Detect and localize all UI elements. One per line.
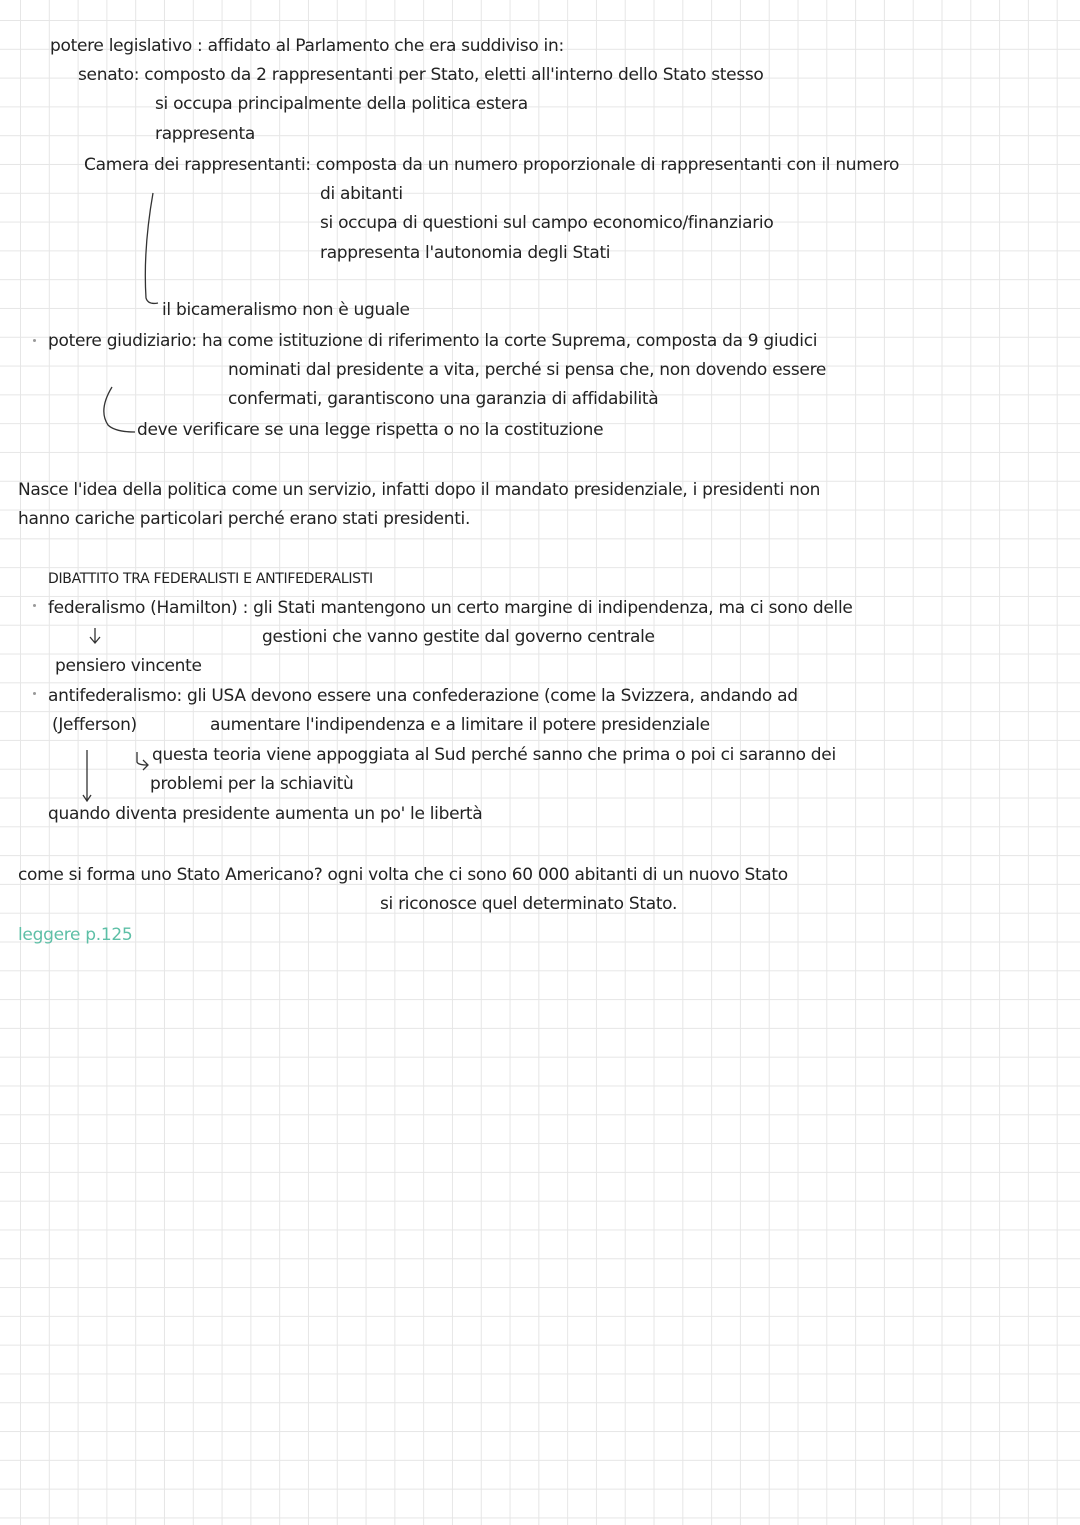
note-line: potere giudiziario: ha come istituzione di riferimento la corte Suprema, composta da 9 giudici (48, 331, 818, 351)
reading-reminder: leggere p.125 (18, 925, 133, 945)
note-line: il bicameralismo non è uguale (162, 300, 410, 320)
note-line: quando diventa presidente aumenta un po' le libertà (48, 804, 483, 824)
note-line: si occupa di questioni sul campo economico/finanziario (320, 213, 774, 233)
note-line: Camera dei rappresentanti: composta da un numero proporzionale di rappresentanti con il numero (84, 155, 900, 175)
bullet (33, 692, 36, 695)
note-line: hanno cariche particolari perché erano stati presidenti. (18, 509, 471, 529)
note-line: federalismo (Hamilton) : gli Stati mantengono un certo margine di indipendenza, ma ci sono delle (48, 598, 853, 618)
note-line: come si forma uno Stato Americano? ogni volta che ci sono 60 000 abitanti di un nuovo Stato (18, 865, 788, 885)
note-line: deve verificare se una legge rispetta o no la costituzione (137, 420, 604, 440)
bullet (33, 604, 36, 607)
note-line: confermati, garantiscono una garanzia di affidabilità (228, 389, 659, 409)
note-line: problemi per la schiavitù (150, 774, 354, 794)
note-line: questa teoria viene appoggiata al Sud perché sanno che prima o poi ci saranno dei (152, 745, 836, 765)
note-line: aumentare l'indipendenza e a limitare il potere presidenziale (210, 715, 710, 735)
note-line: Nasce l'idea della politica come un servizio, infatti dopo il mandato presidenziale, i presidenti non (18, 480, 821, 500)
note-line: si riconosce quel determinato Stato. (380, 894, 678, 914)
note-line: pensiero vincente (55, 656, 202, 676)
section-heading: DIBATTITO TRA FEDERALISTI E ANTIFEDERALISTI (48, 571, 373, 587)
bullet (33, 339, 36, 342)
note-line: gestioni che vanno gestite dal governo centrale (262, 627, 655, 647)
note-line: rappresenta (155, 124, 255, 144)
note-line: senato: composto da 2 rappresentanti per Stato, eletti all'interno dello Stato stesso (78, 65, 764, 85)
note-line: potere legislativo : affidato al Parlamento che era suddiviso in: (50, 36, 564, 56)
note-line: rappresenta l'autonomia degli Stati (320, 243, 611, 263)
note-line: di abitanti (320, 184, 403, 204)
note-line: antifederalismo: gli USA devono essere una confederazione (come la Svizzera, andando ad (48, 686, 798, 706)
note-line: si occupa principalmente della politica estera (155, 94, 528, 114)
note-line: (Jefferson) (52, 715, 137, 735)
note-line: nominati dal presidente a vita, perché si pensa che, non dovendo essere (228, 360, 827, 380)
